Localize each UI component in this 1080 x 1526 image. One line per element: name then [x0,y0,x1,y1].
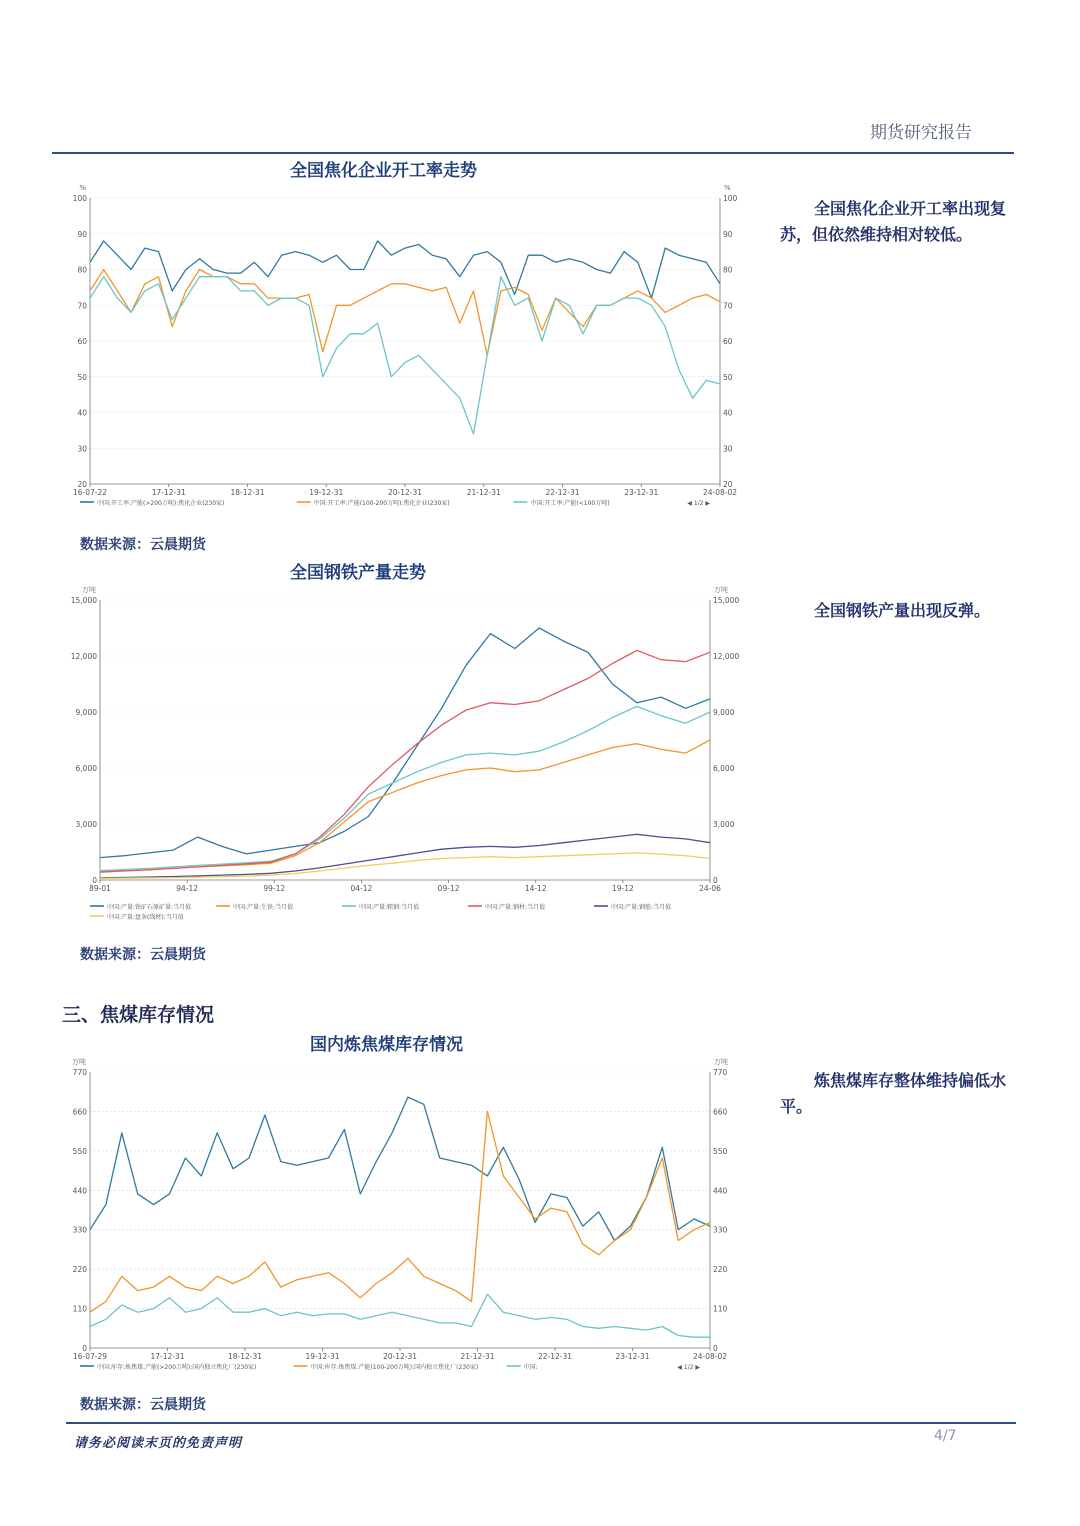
coking-coal-inventory-chart [60,1052,750,1378]
y-tick-label-right: 330 [713,1225,728,1235]
chart-title: 国内炼焦煤库存情况 [310,1035,463,1055]
series-line-3 [90,277,720,434]
x-tick-label: 19-12 [611,884,634,893]
y-tick-label-right: 0 [713,1344,718,1353]
y-tick-label-left: 3,000 [75,820,97,829]
series-line-2 [90,1111,710,1312]
y-tick-label-right: 770 [713,1068,728,1077]
y-tick-label-left: 770 [72,1068,87,1077]
chart-commentary: 炼焦煤库存整体维持偏低水平。 [780,1071,1007,1116]
x-tick-label: 89-01 [89,884,111,893]
y-tick-label-left: 100 [72,194,87,203]
x-tick-label: 17-12-31 [151,488,186,497]
x-tick-label: 16-07-22 [72,488,108,497]
report-header-title: 期货研究报告 [870,123,972,143]
data-source: 数据来源：云晨期货 [80,537,206,553]
legend-label: 中国:开工率:产能(>200万吨):焦化企业(230家) [97,500,225,507]
x-tick-label: 18-12-31 [227,1352,263,1361]
chart-title: 全国焦化企业开工率走势 [290,161,477,181]
y-tick-label-right: 550 [713,1146,728,1156]
data-source: 数据来源：云晨期货 [80,1397,206,1413]
y-tick-label-left: 660 [72,1107,87,1117]
y-axis-unit-left: 万吨 [82,586,96,594]
y-tick-label-right: 6,000 [713,764,735,773]
y-tick-label-right: 9,000 [713,708,735,717]
y-tick-label-left: 15,000 [70,596,97,605]
y-tick-label-right: 3,000 [713,820,735,829]
x-tick-label: 24-06 [699,884,721,893]
chart-commentary: 全国钢铁产量出现反弹。 [814,601,991,620]
y-axis-unit-right: % [724,184,731,192]
legend-pager: ◀ 1/2 ▶ [687,500,710,507]
y-tick-label-left: 40 [77,408,87,418]
x-tick-label: 19-12-31 [309,488,344,497]
x-tick-label: 20-12-31 [382,1352,418,1361]
series-line-2 [90,270,720,356]
x-tick-label: 21-12-31 [460,1352,495,1361]
y-tick-label-right: 100 [723,194,738,203]
x-tick-label: 24-08-02 [702,488,738,497]
y-tick-label-right: 30 [723,444,733,454]
series-line-3 [100,706,710,870]
steel-output-chart [60,580,750,926]
y-tick-label-left: 12,000 [70,652,97,661]
y-tick-label-left: 330 [72,1225,87,1235]
legend-label: 中国: [523,1364,538,1371]
x-tick-label: 17-12-31 [150,1352,185,1361]
y-tick-label-right: 80 [723,265,733,275]
y-axis-unit-right: 万吨 [714,1058,728,1066]
y-tick-label-right: 70 [723,301,733,311]
y-tick-label-right: 660 [713,1107,728,1117]
y-tick-label-right: 60 [723,337,733,346]
legend-label: 中国:开工率:产能(100-200万吨):焦化企业(230家) [313,500,450,507]
x-tick-label: 14-12 [524,884,547,893]
y-tick-label-left: 550 [72,1146,87,1156]
series-line-1 [100,628,710,858]
y-tick-label-left: 440 [72,1186,87,1196]
y-tick-label-right: 220 [713,1265,728,1275]
y-tick-label-right: 20 [723,480,733,489]
y-tick-label-left: 70 [77,301,87,311]
header-rule [52,152,1014,154]
x-tick-label: 18-12-31 [230,488,265,497]
disclaimer-note: 请务必阅读末页的免责声明 [74,1436,243,1451]
y-axis-unit-left: % [79,184,86,192]
y-tick-label-right: 50 [723,372,733,382]
legend-label: 中国:产量:粗钢:当月值 [359,904,420,911]
y-tick-label-right: 15,000 [713,596,740,605]
x-tick-label: 23-12-31 [615,1352,650,1361]
legend-label: 中国:产量:铁矿石原矿量:当月值 [107,904,192,911]
y-tick-label-left: 60 [77,337,87,346]
y-tick-label-right: 0 [713,876,718,885]
y-tick-label-right: 40 [723,408,733,418]
x-tick-label: 99-12 [263,884,286,893]
section-title: 三、焦煤库存情况 [62,1004,215,1026]
legend-pager: ◀ 1/2 ▶ [677,1364,700,1371]
series-line-2 [100,740,710,872]
legend-label: 中国:产量:生铁:当月值 [233,904,294,911]
legend-label: 中国:库存:炼焦煤:产能(100-200万吨):国内独立焦化厂(230家) [310,1364,479,1371]
y-tick-label-left: 90 [77,229,87,239]
x-tick-label: 09-12 [437,884,460,893]
chart-title: 全国钢铁产量走势 [290,563,426,583]
y-tick-label-left: 6,000 [75,764,97,773]
legend-label: 中国:开工率:产能(<100万吨) [530,500,610,507]
y-tick-label-left: 20 [77,480,87,489]
page-number: 4/7 [934,1428,957,1444]
series-line-1 [90,241,720,298]
y-axis-unit-right: 万吨 [714,586,728,594]
y-tick-label-left: 0 [92,876,97,885]
footer-rule [66,1422,1016,1424]
coking-utilization-chart [60,178,750,514]
x-tick-label: 16-07-29 [72,1352,108,1361]
y-tick-label-left: 220 [72,1265,87,1275]
series-line-4 [100,650,710,872]
x-tick-label: 20-12-31 [387,488,423,497]
legend-label: 中国:产量:钢材:当月值 [485,904,546,911]
x-tick-label: 04-12 [350,884,373,893]
y-tick-label-right: 110 [713,1304,728,1314]
y-tick-label-left: 50 [77,372,87,382]
chart-commentary: 全国焦化企业开工率出现复苏，但依然维持相对较低。 [780,199,1007,244]
x-tick-label: 94-12 [176,884,199,893]
y-tick-label-left: 110 [72,1304,87,1314]
x-tick-label: 22-12-31 [545,488,580,497]
series-line-3 [90,1294,710,1337]
x-tick-label: 23-12-31 [624,488,659,497]
y-tick-label-left: 0 [82,1344,87,1353]
x-tick-label: 19-12-31 [305,1352,340,1361]
legend-label: 中国:产量:钢筋:当月值 [611,904,672,911]
legend-label: 中国:库存:炼焦煤:产能(>200万吨):国内独立焦化厂(230家) [97,1364,257,1371]
data-source: 数据来源：云晨期货 [80,947,206,963]
y-tick-label-left: 80 [77,265,87,275]
y-tick-label-left: 30 [77,444,87,454]
x-tick-label: 22-12-31 [537,1352,573,1361]
x-tick-label: 21-12-31 [466,488,501,497]
y-tick-label-left: 9,000 [75,708,97,717]
y-tick-label-right: 440 [713,1186,728,1196]
y-axis-unit-left: 万吨 [72,1058,86,1066]
series-line-1 [90,1097,710,1240]
x-tick-label: 24-08-02 [692,1352,728,1361]
y-tick-label-right: 12,000 [713,652,740,661]
y-tick-label-right: 90 [723,229,733,239]
legend-label: 中国:产量:盘条(线材):当月值 [107,914,184,921]
